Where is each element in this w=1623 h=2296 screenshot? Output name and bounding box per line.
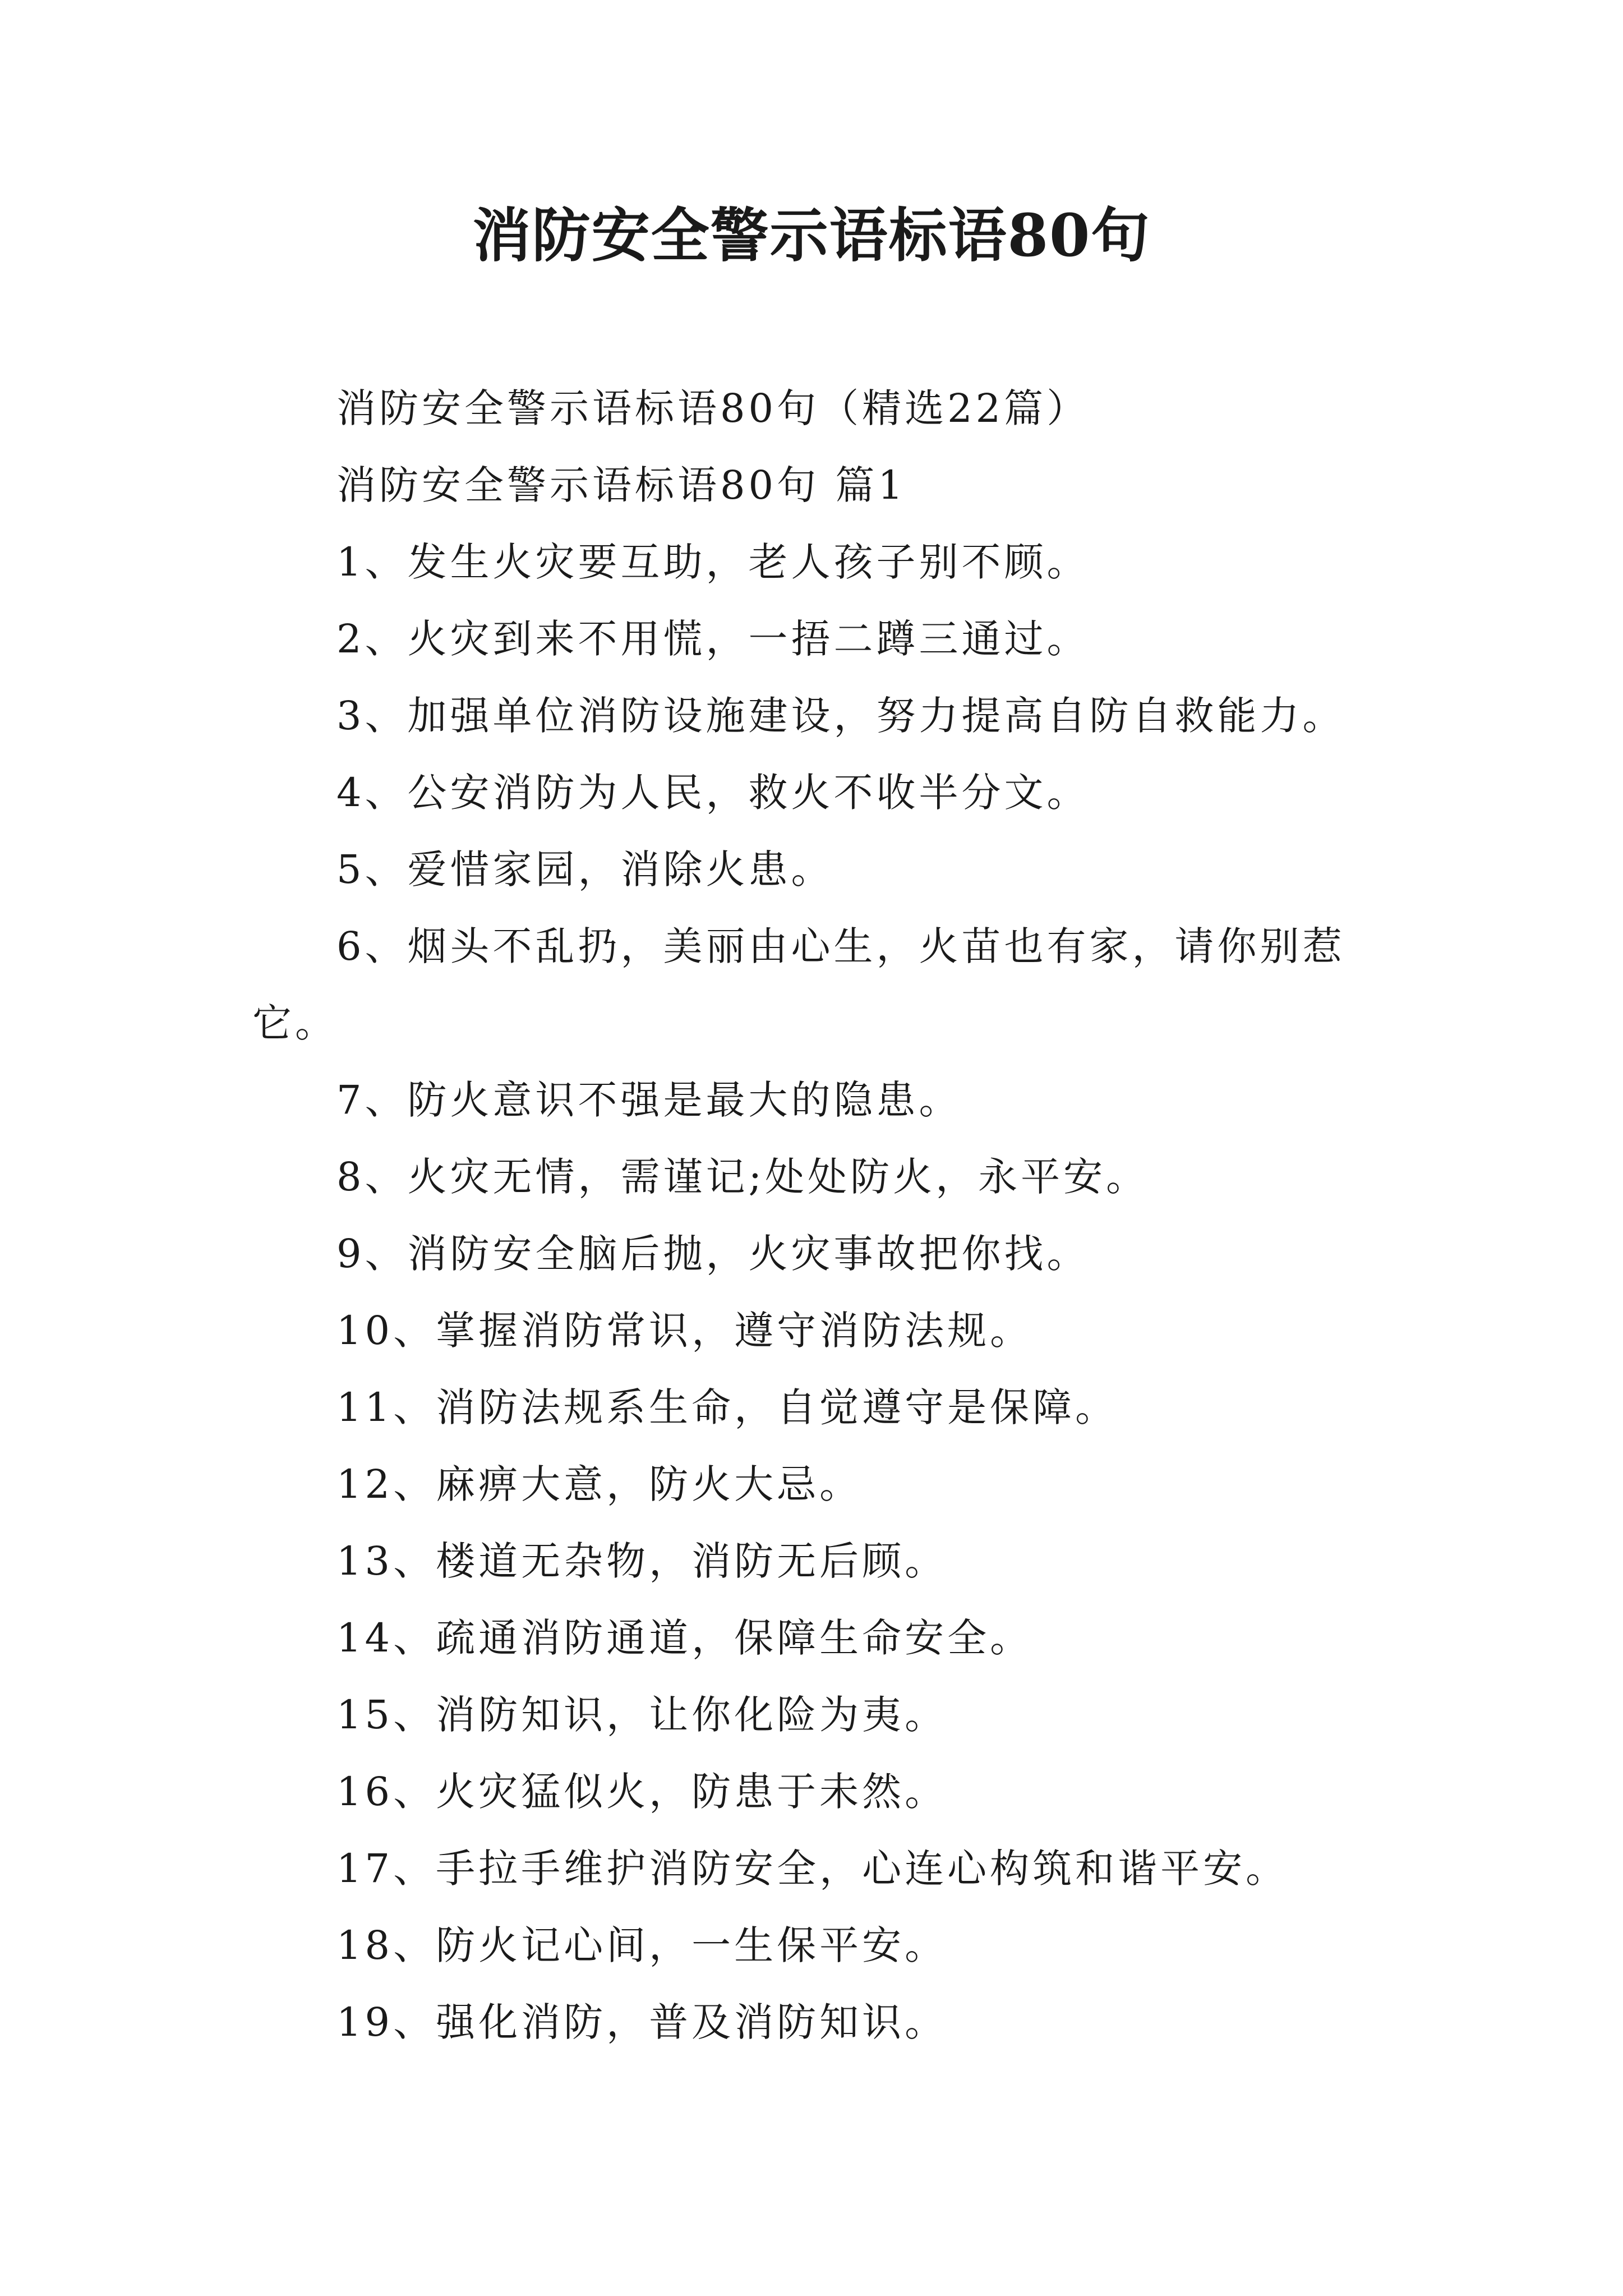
slogan-item: 6、烟头不乱扔，美丽由心生，火苗也有家，请你别惹它。 (252, 923, 1345, 1046)
slogan-item: 8、火灾无情，需谨记;处处防火，永平安。 (336, 1154, 1149, 1200)
slogan-item: 3、加强单位消防设施建设，努力提高自防自救能力。 (336, 693, 1345, 739)
slogan-item: 5、爱惜家园，消除火患。 (336, 846, 834, 892)
section-heading: 消防安全警示语标语80句 篇1 (336, 462, 906, 508)
slogan-item: 13、楼道无杂物，消防无后顾。 (336, 1538, 948, 1584)
slogan-item: 9、消防安全脑后抛，火灾事故把你找。 (336, 1231, 1090, 1277)
document-subtitle: 消防安全警示语标语80句（精选22篇） (336, 385, 1090, 431)
slogan-item: 7、防火意识不强是最大的隐患。 (336, 1077, 962, 1123)
slogan-item: 15、消防知识，让你化险为夷。 (336, 1692, 948, 1738)
slogan-item: 11、消防法规系生命，自觉遵守是保障。 (336, 1384, 1118, 1430)
document-body (252, 370, 1380, 2061)
slogan-item: 14、疏通消防通道，保障生命安全。 (336, 1615, 1033, 1661)
slogan-item: 19、强化消防，普及消防知识。 (336, 1999, 948, 2045)
slogan-item: 17、手拉手维护消防安全，心连心构筑和谐平安。 (336, 1846, 1289, 1892)
slogan-item: 10、掌握消防常识，遵守消防法规。 (336, 1308, 1033, 1354)
document-title: 消防安全警示语标语80句 (472, 201, 1151, 270)
slogan-item: 18、防火记心间，一生保平安。 (336, 1922, 948, 1968)
slogan-item: 1、发生火灾要互助，老人孩子别不顾。 (336, 539, 1090, 585)
slogan-item: 16、火灾猛似火，防患于未然。 (336, 1769, 948, 1815)
slogan-item: 4、公安消防为人民，救火不收半分文。 (336, 770, 1090, 816)
slogan-item: 12、麻痹大意，防火大忌。 (336, 1461, 863, 1507)
slogan-item: 2、火灾到来不用慌，一捂二蹲三通过。 (336, 616, 1090, 662)
